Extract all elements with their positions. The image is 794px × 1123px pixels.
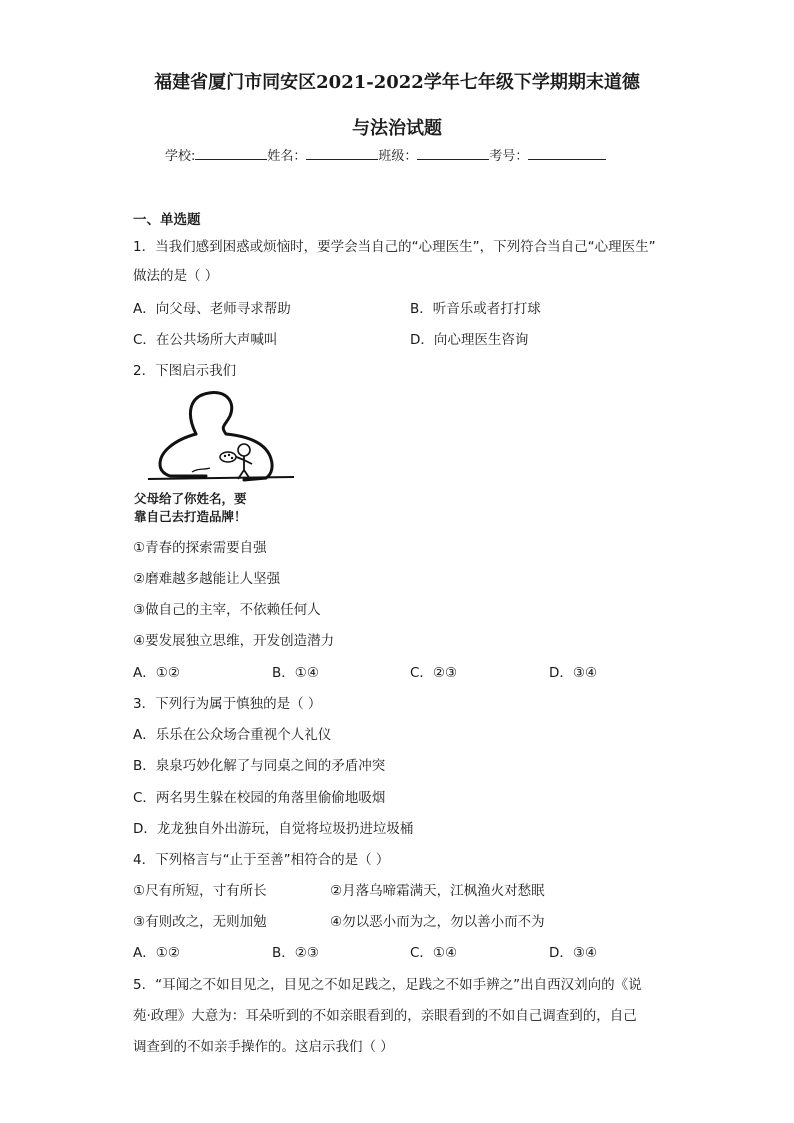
q4-statement-4: ④勿以恶小而为之，勿以善小而不为 <box>330 914 545 930</box>
q2-statement-3: ③做自己的主宰，不依赖任何人 <box>133 602 321 618</box>
q2-statement-2: ②磨难越多越能让人坚强 <box>133 571 281 587</box>
q1-option-c: C．在公共场所大声喊叫 <box>133 332 278 348</box>
q4-option-a: A．①② <box>133 945 180 961</box>
name-label: 姓名： <box>267 149 307 164</box>
q2-option-d: D．③④ <box>549 665 598 681</box>
q4-option-c: C．①④ <box>410 945 458 961</box>
student-info-row <box>165 145 606 164</box>
q4-statement-2: ②月落乌啼霜满天，江枫渔火对愁眠 <box>330 883 545 899</box>
q2-statement-4: ④要发展独立思维，开发创造潜力 <box>133 633 335 649</box>
cartoon-caption-line1: 父母给了你姓名，要 <box>134 491 247 506</box>
q3-option-b: B．泉泉巧妙化解了与同桌之间的矛盾冲突 <box>133 758 386 774</box>
q5-stem-line2: 苑·政理》大意为：耳朵听到的不如亲眼看到的，亲眼看到的不如自己调查到的，自己 <box>133 1008 637 1024</box>
q4-option-b: B．②③ <box>272 945 319 961</box>
q5-stem-line1: 5．“耳闻之不如目见之，目见之不如足践之，足践之不如手辨之”出自西汉刘向的《说 <box>133 977 642 993</box>
q2-option-a: A．①② <box>133 665 180 681</box>
exam-title-line1: 福建省厦门市同安区2021-2022学年七年级下学期期末道德 <box>154 72 640 93</box>
q4-stem: 4．下列格言与“止于至善”相符合的是（ ） <box>133 852 390 868</box>
q1-option-a: A．向父母、老师寻求帮助 <box>133 301 291 317</box>
q3-stem: 3．下列行为属于慎独的是（ ） <box>133 696 322 712</box>
q1-stem-line1: 1．当我们感到困惑或烦恼时，要学会当自己的“心理医生”，下列符合当自己“心理医生” <box>133 239 656 255</box>
q2-statement-1: ①青春的探索需要自强 <box>133 540 267 556</box>
number-blank[interactable] <box>528 147 606 160</box>
class-blank[interactable] <box>417 147 489 160</box>
cartoon-caption-line2: 靠自己去打造品牌！ <box>134 509 247 524</box>
school-label: 学校: <box>165 149 196 164</box>
q4-option-d: D．③④ <box>549 945 598 961</box>
q3-option-a: A．乐乐在公众场合重视个人礼仪 <box>133 727 332 743</box>
number-label: 考号： <box>489 149 529 164</box>
q3-option-d: D．龙龙独自外出游玩，自觉将垃圾扔进垃圾桶 <box>133 821 414 837</box>
school-blank[interactable] <box>195 147 267 160</box>
q2-option-c: C．②③ <box>410 665 458 681</box>
q1-option-d: D．向心理医生咨询 <box>410 332 529 348</box>
q2-option-b: B．①④ <box>272 665 319 681</box>
class-label: 班级： <box>378 149 418 164</box>
section-heading: 一、单选题 <box>133 212 201 228</box>
name-blank[interactable] <box>306 147 378 160</box>
q2-stem: 2．下图启示我们 <box>133 363 237 379</box>
exam-title-line2: 与法治试题 <box>352 118 442 139</box>
q4-statement-1: ①尺有所短，寸有所长 <box>133 883 267 899</box>
q4-statement-3: ③有则改之，无则加勉 <box>133 914 267 930</box>
q1-option-b: B．听音乐或者打打球 <box>410 301 541 317</box>
q5-stem-line3: 调查到的不如亲手操作的。这启示我们（ ） <box>133 1039 394 1055</box>
q1-stem-line2: 做法的是（ ） <box>133 268 219 284</box>
q3-option-c: C．两名男生躲在校园的角落里偷偷地吸烟 <box>133 790 386 806</box>
